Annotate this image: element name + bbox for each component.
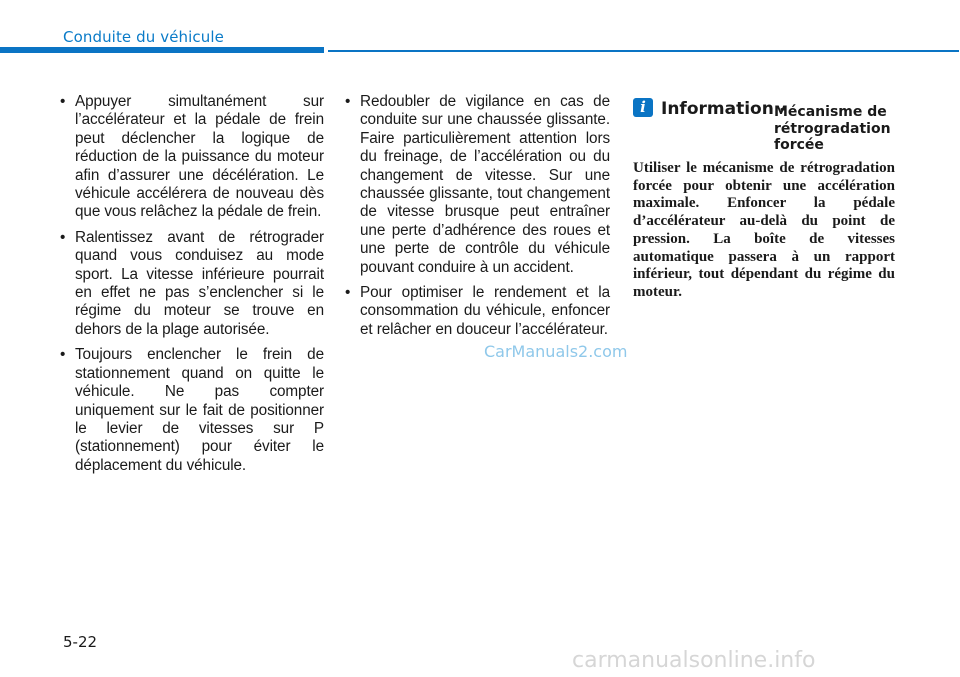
information-label: Information -	[661, 99, 787, 119]
information-header	[633, 96, 895, 154]
bullet-item	[60, 93, 324, 222]
column-middle	[345, 93, 610, 346]
header-rule-thick	[0, 47, 324, 53]
header-rule-thin	[328, 50, 959, 52]
information-body: Utiliser le mécanisme de rétrogradation forcée pour obtenir une accélération maximale. Enfoncer la pédale d’accélérateur au-delà du point de pression. La boîte de vitesses automatique passera à un rapport inférieur, tout dépendant du régime du moteur.	[633, 160, 895, 300]
page-number: 5-22	[63, 633, 98, 651]
info-icon: i	[633, 98, 653, 117]
bullet-item	[345, 93, 610, 277]
column-left	[60, 93, 324, 482]
bullet-item	[60, 346, 324, 475]
bullet-text: Toujours enclencher le frein de stationnement quand on quitte le véhicule. Ne pas compter uniquement sur le fait de positionner le levier de vitesses sur P (stationnement) pour éviter le déplacement du véhicule.	[75, 346, 324, 474]
bullet-text: Ralentissez avant de rétrograder quand vous conduisez au mode sport. La vitesse inférieure pourrait en effet ne pas s’enclencher si le régime du moteur se trouve en dehors de la plage autorisée.	[75, 228, 324, 338]
bullet-text: Appuyer simultanément sur l’accélérateur et la pédale de frein peut déclencher la logique de réduction de la puissance du moteur afin d’assurer une décélération. Le véhicule accélérera de nouveau dès que vous relâchez la pédale de frein.	[75, 93, 324, 221]
watermark-text: CarManuals2.com	[484, 342, 628, 361]
information-box	[633, 96, 895, 302]
bullet-icon: •	[60, 93, 66, 110]
footer-watermark: carmanualsonline.info	[572, 648, 816, 673]
bullet-icon: •	[345, 93, 351, 110]
bullet-text: Redoubler de vigilance en cas de conduite sur une chaussée glissante. Faire particulièrement attention lors du freinage, de l’accélération ou du changement de vitesse. Sur une chaussée glissante, tout changement de vitesse brusque peut entraîner une perte d’adhérence des roues et une perte de contrôle du véhicule pouvant conduire à un accident.	[360, 93, 610, 276]
bullet-icon: •	[60, 228, 66, 246]
section-title: Conduite du véhicule	[63, 28, 224, 46]
bullet-icon: •	[60, 346, 66, 364]
bullet-icon: •	[345, 284, 351, 302]
bullet-item	[60, 229, 324, 339]
bullet-text: Pour optimiser le rendement et la consommation du véhicule, enfoncer et relâcher en douceur l’accélérateur.	[360, 284, 610, 338]
information-subtitle: Mécanisme de rétrogradation forcée	[774, 104, 891, 153]
bullet-item	[345, 284, 610, 339]
